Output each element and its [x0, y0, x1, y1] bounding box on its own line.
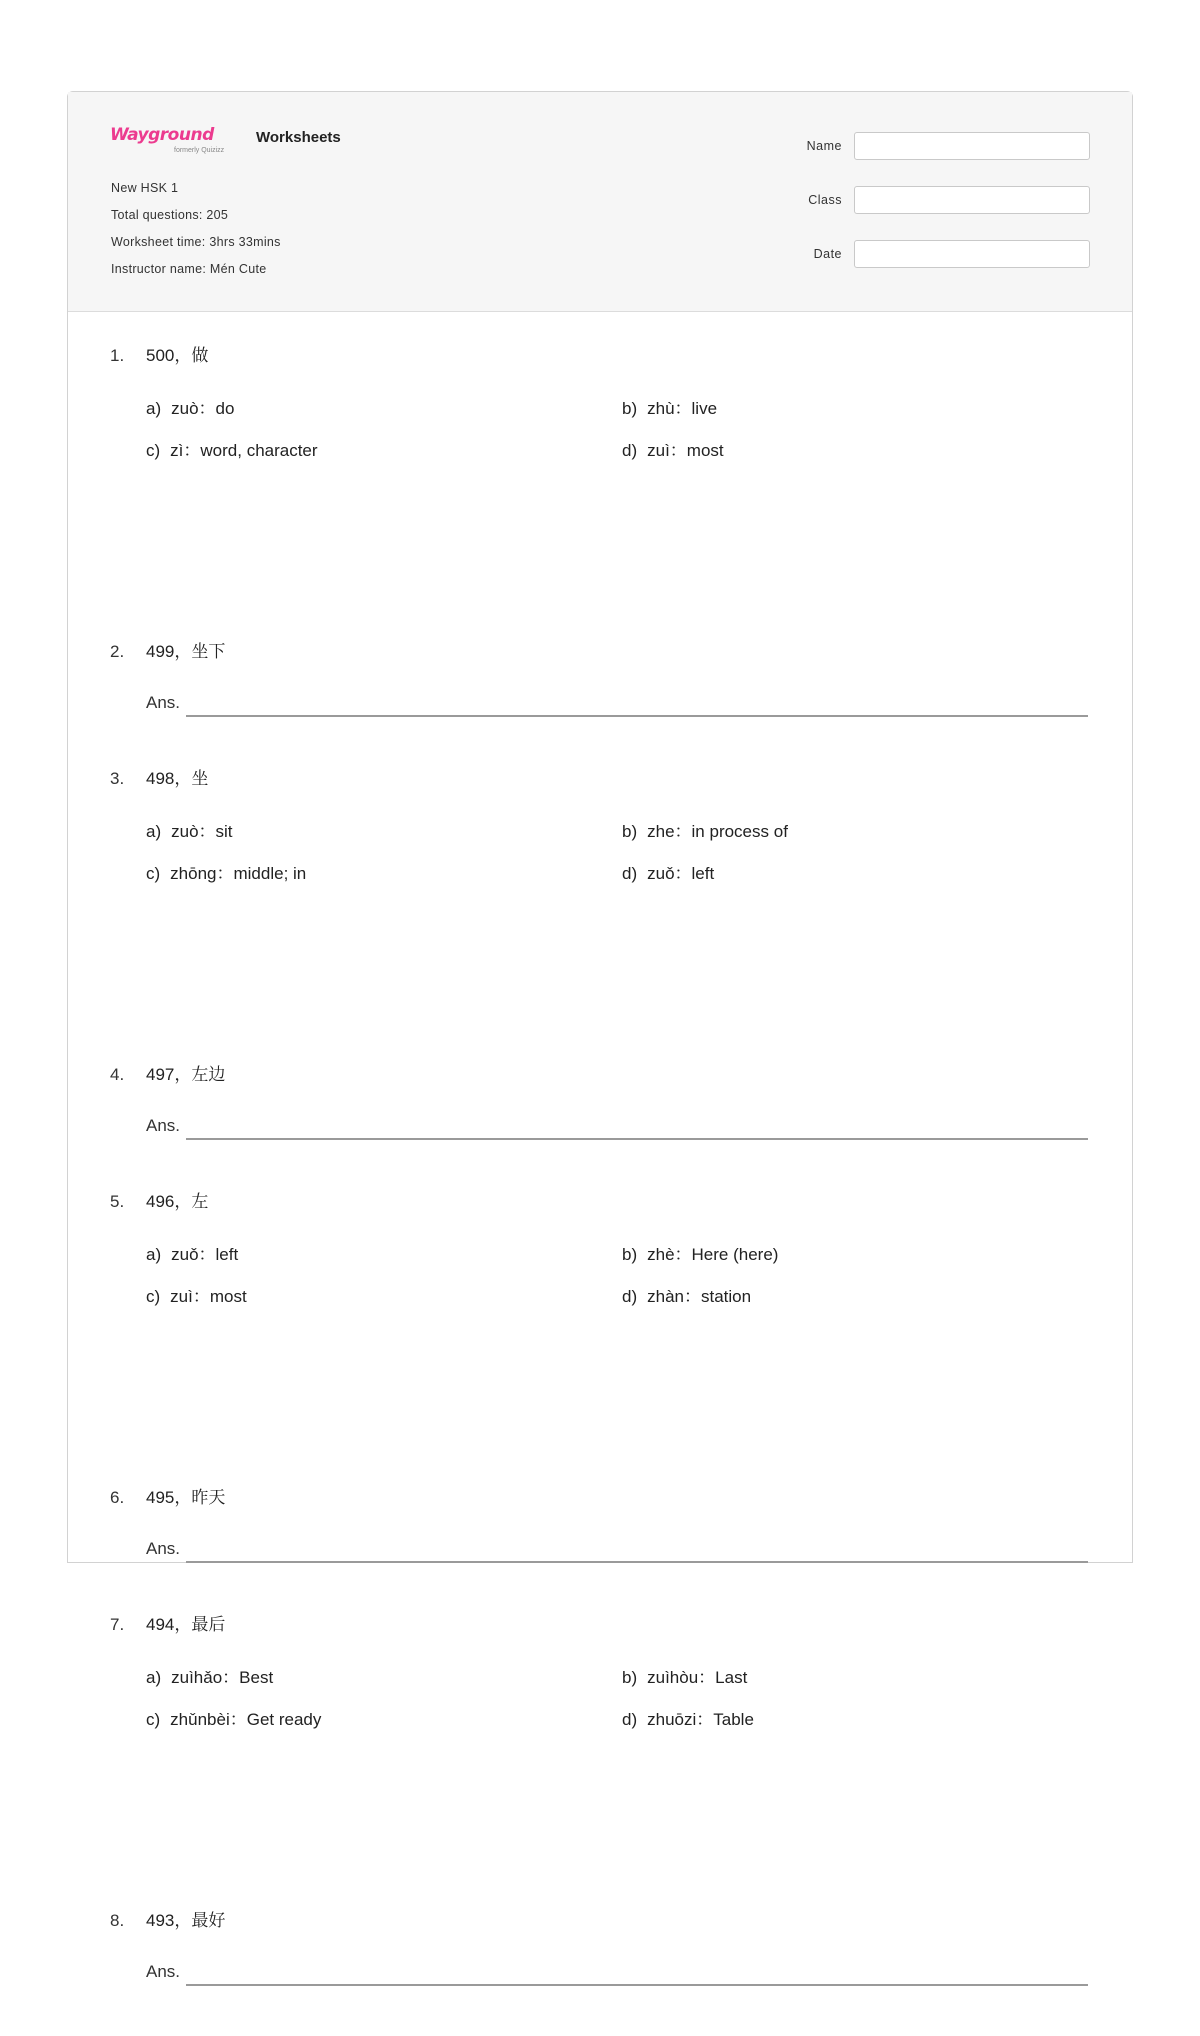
- date-field[interactable]: [854, 240, 1090, 268]
- option-d[interactable]: [622, 1285, 1022, 1309]
- option-b[interactable]: [622, 1243, 1022, 1267]
- option-text: zuò：sit: [171, 822, 233, 841]
- option-letter: a): [146, 399, 162, 418]
- question-title: [110, 1190, 1090, 1214]
- option-letter: b): [622, 1245, 638, 1264]
- option-text: zhe：in process of: [647, 822, 788, 841]
- option-letter: a): [146, 1245, 162, 1264]
- answer-area: [146, 693, 1090, 713]
- option-letter: d): [622, 441, 638, 460]
- option-b[interactable]: [622, 397, 1022, 421]
- question-1: [110, 344, 1090, 640]
- question-number: 5.: [110, 1192, 125, 1211]
- option-text: zhù：live: [647, 399, 718, 418]
- option-text: zuì：most: [647, 441, 724, 460]
- answer-area: [146, 1962, 1090, 1982]
- wayground-logo: [110, 125, 248, 159]
- question-7: [110, 1613, 1090, 1909]
- option-a[interactable]: [146, 397, 622, 421]
- class-row: [807, 184, 1090, 216]
- answer-line[interactable]: [186, 1561, 1088, 1563]
- answer-options: [146, 397, 1090, 463]
- name-field[interactable]: [854, 132, 1090, 160]
- question-number: 4.: [110, 1065, 125, 1084]
- option-letter: b): [622, 399, 638, 418]
- worksheet-header: [68, 92, 1132, 312]
- question-number: 6.: [110, 1488, 125, 1507]
- answer-options: [146, 1666, 1090, 1732]
- question-text: 494，最后: [146, 1615, 226, 1634]
- option-letter: b): [622, 822, 638, 841]
- brand: [110, 125, 341, 159]
- option-text: zì：word, character: [170, 441, 318, 460]
- option-letter: c): [146, 441, 161, 460]
- option-letter: d): [622, 864, 638, 883]
- question-text: 496，左: [146, 1192, 209, 1211]
- option-text: zhōng：middle; in: [170, 864, 307, 883]
- option-text: zhǔnbèi：Get ready: [170, 1710, 322, 1729]
- brand-title: Worksheets: [256, 129, 341, 146]
- option-text: zuì：most: [170, 1287, 247, 1306]
- option-b[interactable]: [622, 1666, 1022, 1690]
- option-letter: c): [146, 1710, 161, 1729]
- option-letter: c): [146, 864, 161, 883]
- question-2: [110, 640, 1090, 767]
- question-4: [110, 1063, 1090, 1190]
- answer-label: Ans.: [146, 1116, 181, 1135]
- question-title: [110, 640, 1090, 664]
- question-number: 2.: [110, 642, 125, 661]
- option-text: zhàn：station: [647, 1287, 752, 1306]
- question-title: [110, 1613, 1090, 1637]
- question-text: 499，坐下: [146, 642, 226, 661]
- student-fields: [807, 130, 1090, 292]
- answer-label: Ans.: [146, 1539, 181, 1558]
- total-questions: Total questions: 205: [111, 208, 229, 222]
- answer-label: Ans.: [146, 693, 181, 712]
- question-text: 493，最好: [146, 1911, 226, 1930]
- question-number: 3.: [110, 769, 125, 788]
- option-text: zuò：do: [171, 399, 235, 418]
- name-row: [807, 130, 1090, 162]
- option-letter: d): [622, 1710, 638, 1729]
- option-d[interactable]: [622, 1708, 1022, 1732]
- option-letter: a): [146, 822, 162, 841]
- answer-line[interactable]: [186, 715, 1088, 717]
- option-text: zuìhǎo：Best: [171, 1668, 274, 1687]
- date-label: Date: [813, 247, 842, 261]
- question-8: [110, 1909, 1090, 2036]
- option-a[interactable]: [146, 1666, 622, 1690]
- course-name: New HSK 1: [111, 181, 179, 195]
- name-label: Name: [806, 139, 842, 153]
- option-d[interactable]: [622, 862, 1022, 886]
- question-list: [110, 344, 1090, 2036]
- answer-line[interactable]: [186, 1138, 1088, 1140]
- option-c[interactable]: [146, 1285, 622, 1309]
- answer-options: [146, 1243, 1090, 1309]
- instructor-name: Instructor name: Mén Cute: [111, 262, 267, 276]
- option-c[interactable]: [146, 439, 622, 463]
- answer-label: Ans.: [146, 1962, 181, 1981]
- logo-subtitle: formerly Quizizz: [174, 147, 225, 154]
- date-row: [807, 238, 1090, 270]
- option-text: zuǒ：left: [647, 864, 715, 883]
- question-number: 1.: [110, 346, 125, 365]
- option-c[interactable]: [146, 862, 622, 886]
- option-b[interactable]: [622, 820, 1022, 844]
- question-number: 7.: [110, 1615, 125, 1634]
- question-5: [110, 1190, 1090, 1486]
- question-text: 495，昨天: [146, 1488, 226, 1507]
- question-text: 500，做: [146, 346, 209, 365]
- question-title: [110, 1063, 1090, 1087]
- option-c[interactable]: [146, 1708, 622, 1732]
- question-number: 8.: [110, 1911, 125, 1930]
- answer-options: [146, 820, 1090, 886]
- answer-area: [146, 1539, 1090, 1559]
- option-text: zhè：Here (here): [647, 1245, 779, 1264]
- option-a[interactable]: [146, 1243, 622, 1267]
- option-letter: c): [146, 1287, 161, 1306]
- option-letter: d): [622, 1287, 638, 1306]
- option-letter: b): [622, 1668, 638, 1687]
- logo-mark: Wayground: [110, 125, 214, 145]
- question-title: [110, 767, 1090, 791]
- class-field[interactable]: [854, 186, 1090, 214]
- option-text: zuǒ：left: [171, 1245, 239, 1264]
- worksheet-meta: [111, 180, 281, 288]
- option-a[interactable]: [146, 820, 622, 844]
- option-letter: a): [146, 1668, 162, 1687]
- question-3: [110, 767, 1090, 1063]
- class-label: Class: [808, 193, 842, 207]
- question-title: [110, 344, 1090, 368]
- question-text: 497，左边: [146, 1065, 226, 1084]
- option-text: zhuōzi：Table: [647, 1710, 754, 1729]
- question-6: [110, 1486, 1090, 1613]
- worksheet: [67, 91, 1133, 1981]
- option-d[interactable]: [622, 439, 1022, 463]
- option-text: zuìhòu：Last: [647, 1668, 748, 1687]
- answer-line[interactable]: [186, 1984, 1088, 1986]
- question-title: [110, 1486, 1090, 1510]
- question-text: 498，坐: [146, 769, 209, 788]
- worksheet-time: Worksheet time: 3hrs 33mins: [111, 235, 281, 249]
- question-title: [110, 1909, 1090, 1933]
- answer-area: [146, 1116, 1090, 1136]
